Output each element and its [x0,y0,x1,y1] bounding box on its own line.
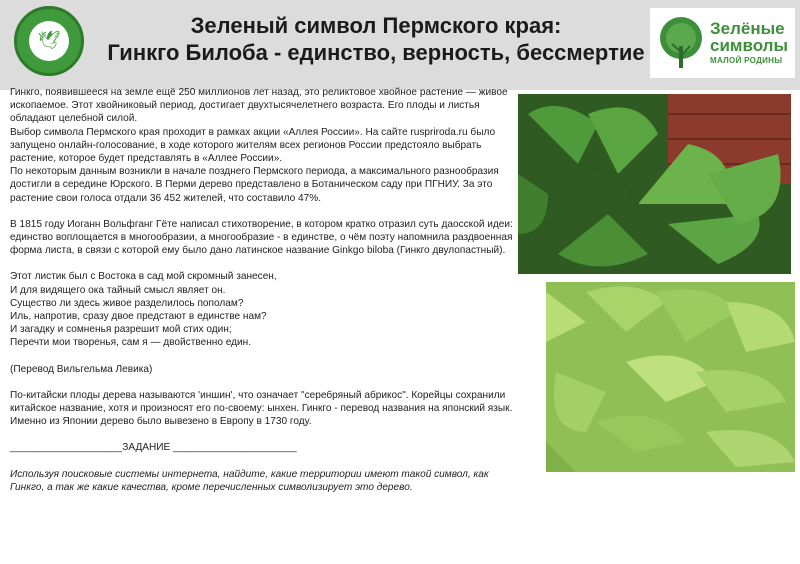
ginkgo-photo2-drawing [546,282,795,472]
tree-icon [656,16,706,72]
logo-title: Зелёные символы [710,19,788,55]
translation-credit: (Перевод Вильгельма Левика) [10,363,153,375]
poem-line: И для видящего ока тайный смысл являет он. [10,284,226,296]
paragraph-history: По некоторым данным возникли в начале позднего Пермского периода, а максимального разнообразия достигли в середине Юрского. В Перми дерево представлено в Ботаническом саду при ПГНИУ. За это растение свои голоса отдали 36 452 жителей, что составило 47%. [10,166,499,204]
poem-line: Иль, напротив, сразу двое предстают в единстве нам? [10,311,267,323]
ginkgo-branch-photo [546,282,795,472]
header-band [0,0,800,90]
paragraph-selection: Выбор символа Пермского края проходит в рамках акции «Аллея России». На сайте rusprirodа.ru было запущено онлайн-голосование, в ходе которого жителям всех регионов России предстояло выбрать растение, которое будет представлять в «Аллее России». [10,126,496,165]
paragraph-goethe: В 1815 году Иоганн Вольфганг Гёте написал стихотворение, в котором кратко отразил суть даосской идеи: единство воплощается в многообразии, а многообразие - в единстве, о чём поэту напомнила раздвоенная форма листа, в связи с которой ему было дано латинское название Ginkgo biloba (Гинкго двулопастный). [10,218,513,257]
page-title: Зеленый символ Пермского края: Гинкго Билоба - единство, верность, бессмертие [107,13,645,65]
poem-line: Существо ли здесь живое разделилось пополам? [10,297,244,309]
article-body [10,86,515,494]
ginkgo-leaves-photo [518,94,791,274]
poem-line: Перечти мои творенья, сам я — двойственно един. [10,337,252,349]
poem-line: Этот листик был с Востока в сад мой скромный занесен, [10,271,277,283]
paragraph-names: По-китайски плоды дерева называются 'иншин', что означает "серебряный абрикос". Корейцы сохранили китайское название, хотя и произносят его по-своему: ынхен. Гинкго - перевод названия на японский язык. Именно из Японии дерево было вывезено в Европу в 1730 году. [10,389,513,428]
green-symbols-logo [650,8,795,78]
task-text: Используя поисковые системы интернета, найдите, какие территории имеют такой символ, как Гинкго, а так же какие качества, кроме перечисленных символизирует это дерево. [10,468,489,493]
eco-center-logo [14,6,84,76]
task-heading: ____________________ЗАДАНИЕ ______________________ [10,442,297,454]
ginkgo-photo-drawing [518,94,791,274]
paragraph-intro: Гинкго, появившееся на земле ещё 250 миллионов лет назад, это реликтовое хвойное растение — живое ископаемое. Этот хвойниковый период, достигает двухтысячелетнего возраста. Его плоды и листья обладают целебной силой. [10,87,508,125]
bird-icon: 🕊 [37,30,61,50]
poem-line: И загадку и сомненья разрешит мой стих один; [10,324,232,336]
logo-subtitle: МАЛОЙ РОДИНЫ [710,56,783,65]
